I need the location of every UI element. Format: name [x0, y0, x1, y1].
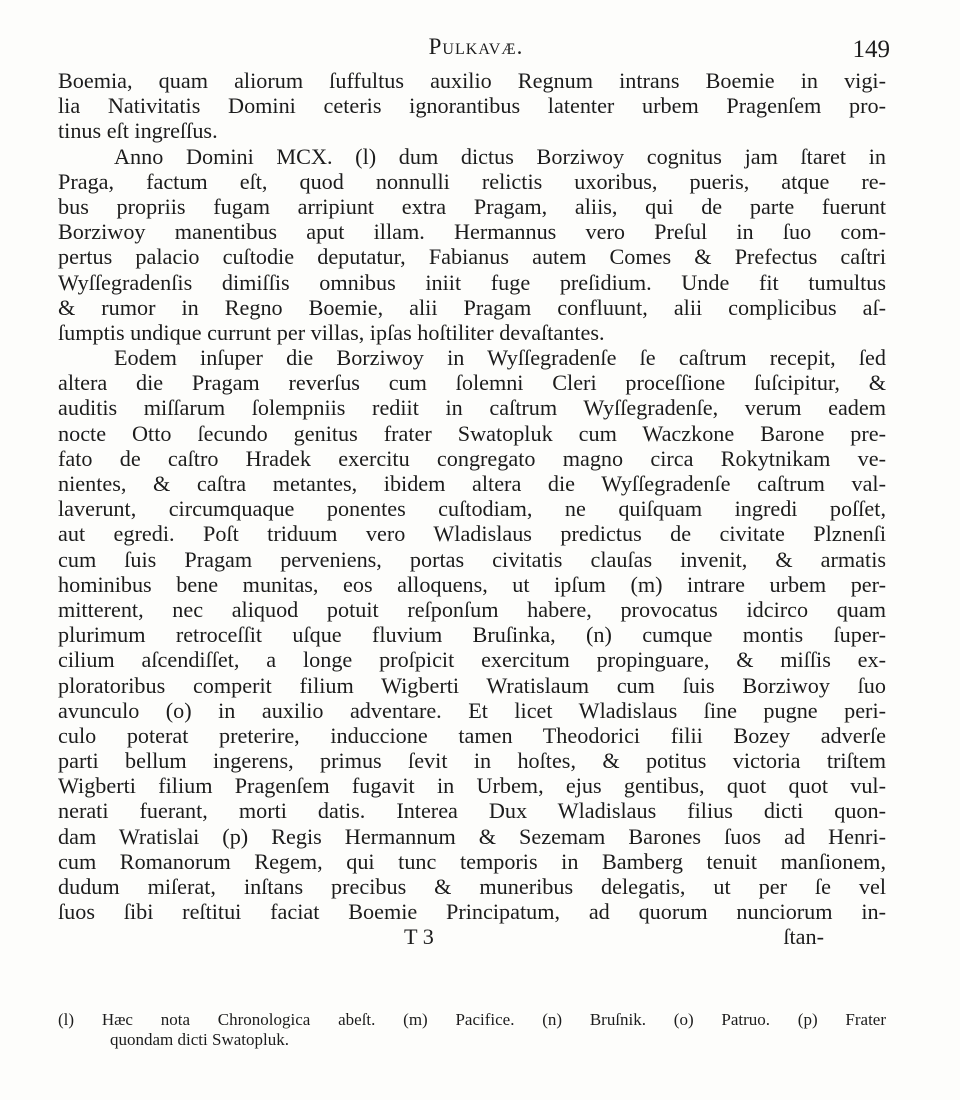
catchword: ſtan-	[783, 924, 824, 950]
text-line: lia Nativitatis Domini ceteris ignorantibus latenter urbem Pragenſem pro-	[58, 93, 886, 119]
text-line: Boemia, quam aliorum ſuffultus auxilio Regnum intrans Boemie in vigi-	[58, 68, 886, 93]
text-line: plurimum retroceſſit uſque fluvium Bruſinka, (n) cumque montis ſuper-	[58, 622, 886, 648]
text-line: nientes, & caſtra metantes, ibidem altera die Wyſſegradenſe caſtrum val-	[58, 471, 886, 496]
text-line: ploratoribus comperit filium Wigberti Wratislaum cum ſuis Borziwoy ſuo	[58, 672, 886, 698]
text-line: ſumptis undique currunt per villas, ipſas hoſtiliter devaſtantes.	[58, 319, 605, 345]
text-line: ſuos ſibi reſtitui faciat Boemie Principatum, ad quorum nunciorum in-	[58, 899, 886, 925]
text-line: Wyſſegradenſis dimiſſis omnibus iniit fuge preſidium. Unde fit tumultus	[58, 269, 886, 295]
text-line: culo poterat preterire, induccione tamen Theodorici filii Bozey adverſe	[58, 722, 886, 748]
footnotes	[58, 1010, 886, 1050]
signature-mark: T 3	[404, 924, 434, 950]
text-line: nocte Otto ſecundo genitus frater Swatopluk cum Waczkone Barone pre-	[58, 420, 886, 446]
body-text	[58, 68, 886, 950]
paragraph-start-line: Eodem inſuper die Borziwoy in Wyſſegradenſe ſe caſtrum recepit, ſed	[114, 345, 886, 371]
text-line: nerati fuerant, morti datis. Interea Dux Wladislaus filius dicti quon-	[58, 798, 886, 824]
text-line: avunculo (o) in auxilio adventare. Et licet Wladislaus ſine pugne peri-	[58, 697, 886, 723]
text-line: Wigberti filium Pragenſem fugavit in Urbem, ejus gentibus, quot quot vul-	[58, 773, 886, 799]
text-line: cum Romanorum Regem, qui tunc temporis in Bamberg tenuit manſionem,	[58, 848, 886, 874]
text-line: fato de caſtro Hradek exercitu congregato magno circa Rokytnikam ve-	[58, 445, 886, 471]
text-line: parti bellum ingerens, primus ſevit in hoſtes, & potitus victoria triſtem	[58, 748, 886, 774]
text-line: bus propriis fugam arripiunt extra Pragam, aliis, qui de parte fuerunt	[58, 193, 886, 219]
text-line: cum ſuis Pragam perveniens, portas civitatis clauſas invenit, & armatis	[58, 546, 886, 572]
text-line: & rumor in Regno Boemie, alii Pragam confluunt, alii complicibus aſ-	[58, 294, 886, 320]
text-line: dudum miſerat, inſtans precibus & muneribus delegatis, ut per ſe vel	[58, 874, 886, 899]
signature-line	[58, 924, 886, 949]
text-line: tinus eſt ingreſſus.	[58, 118, 218, 144]
text-line: aut egredi. Poſt triduum vero Wladislaus predictus de civitate Plznenſi	[58, 521, 886, 547]
text-line: altera die Pragam reverſus cum ſolemni Cleri proceſſione ſuſcipitur, &	[58, 370, 886, 396]
text-line: Praga, factum eſt, quod nonnulli relictis uxoribus, pueris, atque re-	[58, 168, 886, 194]
text-line: laverunt, circumquaque ponentes cuſtodiam, ne quiſquam ingredi poſſet,	[58, 496, 886, 522]
text-line: pertus palacio cuſtodie deputatur, Fabianus autem Comes & Prefectus caſtri	[58, 244, 886, 270]
footnote-line: (l) Hæc nota Chronologica abeſt. (m) Pacifice. (n) Bruſnik. (o) Patruo. (p) Frater	[58, 1010, 886, 1029]
text-line: auditis miſſarum ſolempniis rediit in caſtrum Wyſſegradenſe, verum eadem	[58, 395, 886, 421]
page-header	[58, 34, 894, 68]
page-number: 149	[852, 36, 890, 63]
footnote-line: quondam dicti Swatopluk.	[110, 1030, 289, 1049]
text-line: hominibus bene munitas, eos alloquens, ut ipſum (m) intrare urbem per-	[58, 571, 886, 597]
text-line: mitterent, nec aliquod potuit reſponſum habere, provocatus idcirco quam	[58, 596, 886, 622]
paragraph-start-line: Anno Domini MCX. (l) dum dictus Borziwoy cognitus jam ſtaret in	[114, 143, 886, 169]
text-line: Borziwoy manentibus aput illam. Hermannus vero Preſul in ſuo com-	[58, 219, 886, 245]
text-line: dam Wratislai (p) Regis Hermannum & Sezemam Barones ſuos ad Henri-	[58, 823, 886, 849]
running-title: Pulkavæ.	[428, 34, 524, 59]
text-line: cilium aſcendiſſet, a longe proſpicit exercitum propinguare, & miſſis ex-	[58, 647, 886, 673]
